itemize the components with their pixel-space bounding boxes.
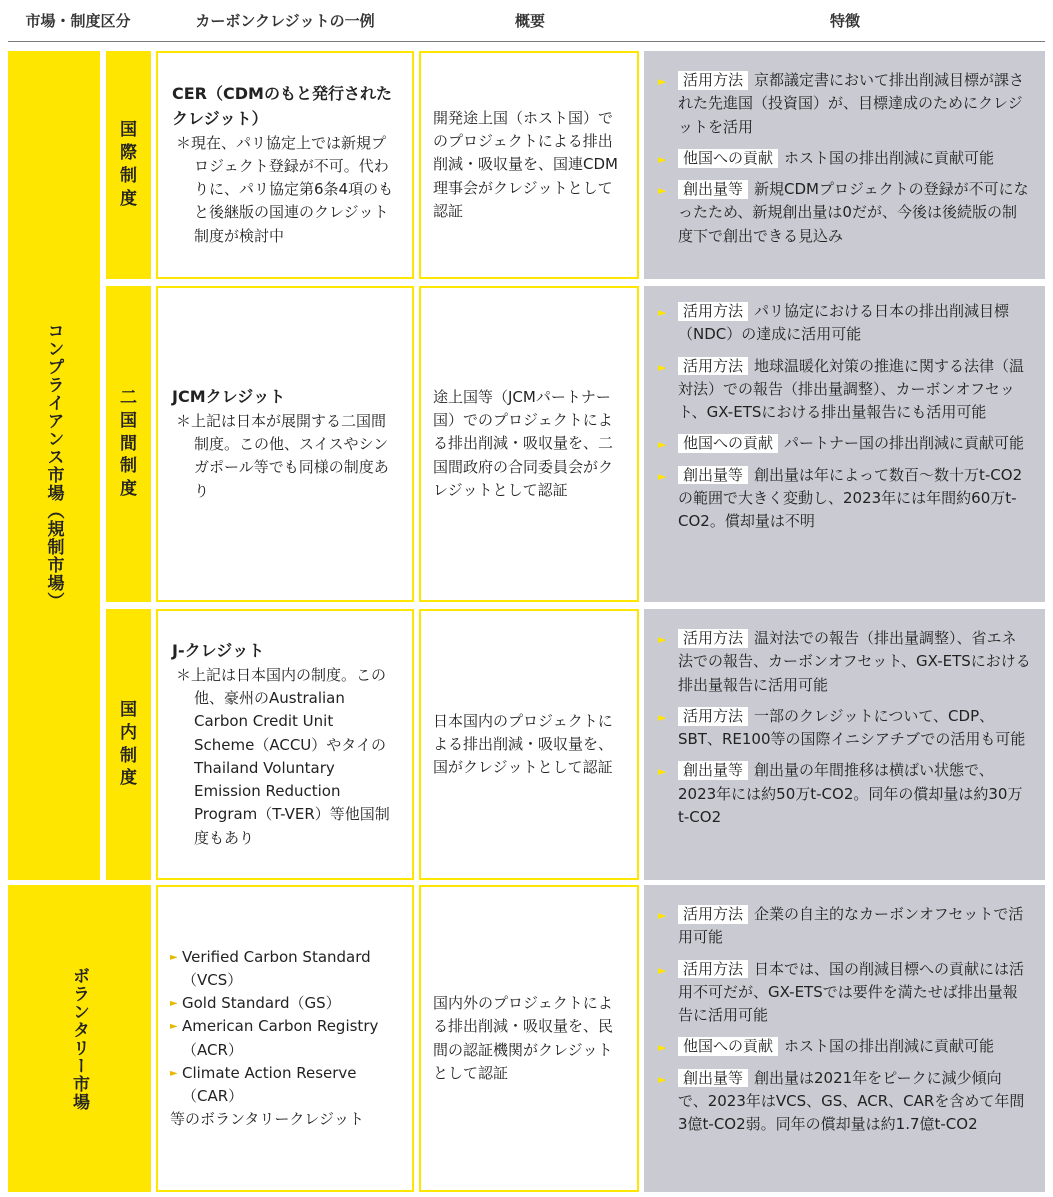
- jcm-example-cell: [156, 286, 414, 602]
- jcredit-features-cell: [644, 609, 1045, 880]
- jcredit-example-cell: [156, 609, 414, 880]
- feature-tag: 活用方法: [678, 707, 748, 726]
- voluntary-market-label: ボランタリー市場: [69, 966, 89, 1111]
- feature-item: [658, 355, 1031, 425]
- cer-example-cell: [156, 51, 414, 279]
- arrow-icon: ►: [658, 184, 667, 197]
- feature-item: [658, 178, 1031, 248]
- header-example: カーボンクレジットの一例: [195, 12, 375, 30]
- cer-features-cell: [644, 51, 1045, 279]
- arrow-icon: ►: [170, 951, 178, 963]
- feature-tag: 活用方法: [678, 302, 748, 321]
- arrow-icon: ►: [658, 1072, 667, 1086]
- arrow-icon: ►: [658, 152, 667, 166]
- jcm-summary: 途上国等（JCMパートナー国）でのプロジェクトによる排出削減・吸収量を、二国間政府の合同委員会がクレジットとして認証: [433, 387, 614, 499]
- compliance-market-label: コンプライアンス市場（規制市場）: [43, 321, 64, 610]
- feature-item: [658, 1035, 1031, 1058]
- compliance-market-bar: [8, 51, 100, 880]
- header-market: 市場・制度区分: [25, 12, 131, 30]
- arrow-icon: ►: [658, 909, 667, 922]
- feature-tag: 創出量等: [678, 180, 748, 199]
- feature-tag: 創出量等: [678, 761, 748, 780]
- feature-text: ホスト国の排出削減に貢献可能: [784, 1037, 995, 1056]
- feature-tag: 創出量等: [678, 466, 748, 485]
- arrow-icon: ►: [658, 360, 667, 374]
- feature-item: [658, 759, 1031, 829]
- arrow-icon: ►: [658, 1041, 667, 1055]
- domestic-system-label: 国内制度: [120, 699, 137, 789]
- feature-tag: 創出量等: [678, 1069, 748, 1088]
- jcredit-note: ＊上記は日本国内の制度。この他、豪州のAustralian Carbon Credit Unit Scheme（ACCU）やタイのThailand Voluntary Emission Reduction Program（T-VER）等他国制度もあり: [176, 665, 390, 847]
- arrow-icon: ►: [658, 469, 667, 483]
- header-divider: [8, 41, 1045, 42]
- jcredit-summary: 日本国内のプロジェクトによる排出削減・吸収量を、国がクレジットとして認証: [433, 711, 614, 777]
- feature-tag: 活用方法: [678, 629, 748, 648]
- feature-item: [658, 627, 1031, 697]
- feature-item: [658, 69, 1031, 139]
- feature-text: 創出量は年によって数百～数十万t-CO2の範囲で大きく変動し、2023年には年間約60万t-CO2。償却量は不明: [678, 465, 1023, 530]
- feature-text: 新規CDMプロジェクトの登録が不可になったため、新規創出量は0だが、今後は後続版の制度下で創出できる見込み: [678, 180, 1029, 245]
- domestic-system-bar: [106, 609, 151, 880]
- feature-text: 企業の自主的なカーボンオフセットで活用可能: [678, 905, 1024, 947]
- feature-tag: 他国への貢献: [678, 1037, 778, 1056]
- intl-system-bar: [106, 51, 151, 279]
- feature-item: [658, 958, 1031, 1028]
- arrow-icon: ►: [658, 75, 667, 88]
- jcm-summary-cell: [419, 286, 639, 602]
- arrow-icon: ►: [658, 710, 667, 724]
- feature-item: [658, 705, 1031, 752]
- intl-system-label: 国際制度: [120, 120, 137, 209]
- cer-summary: 開発途上国（ホスト国）でのプロジェクトによる排出削減・吸収量を、国連CDM理事会がクレジットとして認証: [433, 108, 618, 220]
- cer-summary-cell: [419, 51, 639, 279]
- arrow-icon: ►: [658, 963, 667, 977]
- arrow-icon: ►: [170, 1067, 178, 1079]
- feature-item: [658, 903, 1031, 950]
- arrow-icon: ►: [658, 765, 667, 779]
- voluntary-example-cell: [156, 885, 414, 1192]
- voluntary-summary-cell: [419, 885, 639, 1192]
- feature-text: 創出量の年間推移は横ばい状態で、2023年には約50万t-CO2。同年の償却量は約30万t-CO2: [678, 761, 1023, 826]
- cer-title: CER（CDMのもと発行されたクレジット）: [172, 84, 392, 128]
- header-summary: 概要: [514, 12, 545, 30]
- feature-text: 日本では、国の削減目標への貢献には活用不可だが、GX-ETSでは要件を満たせば排出量報告に活用可能: [678, 959, 1025, 1024]
- feature-text: パリ協定における日本の排出削減目標（NDC）の達成に活用可能: [678, 302, 1010, 344]
- voluntary-item: ► Climate Action Reserve（CAR）: [170, 1063, 357, 1105]
- voluntary-tail: 等のボランタリークレジット: [170, 1110, 365, 1129]
- feature-text: 京都議定書において排出削減目標が課された先進国（投資国）が、目標達成のためにクレジットを活用: [678, 71, 1025, 136]
- voluntary-market-bar: [8, 885, 151, 1192]
- arrow-icon: ►: [658, 438, 667, 452]
- arrow-icon: ►: [658, 633, 667, 646]
- feature-item: [658, 432, 1031, 455]
- feature-text: ホスト国の排出削減に貢献可能: [784, 148, 995, 167]
- jcm-title: JCMクレジット: [172, 387, 286, 407]
- feature-text: 一部のクレジットについて、CDP、SBT、RE100等の国際イニシアチブでの活用も可能: [678, 706, 1026, 748]
- feature-tag: 活用方法: [678, 960, 748, 979]
- header-features: 特徴: [829, 12, 860, 30]
- voluntary-item: ► American Carbon Registry（ACR）: [170, 1017, 379, 1059]
- cer-note: ＊現在、パリ協定上では新規プロジェクト登録が不可。代わりに、パリ協定第6条4項のもと後継版の国連のクレジット制度が検討中: [176, 133, 394, 245]
- feature-item: [658, 147, 1031, 170]
- feature-text: 地球温暖化対策の推進に関する法律（温対法）での報告（排出量調整）、カーボンオフセット、GX-ETSにおける排出量報告にも活用可能: [678, 356, 1025, 421]
- jcredit-summary-cell: [419, 609, 639, 880]
- jcm-features-cell: [644, 286, 1045, 602]
- feature-item: [658, 1067, 1031, 1137]
- feature-text: 温対法での報告（排出量調整）、省エネ法での報告、カーボンオフセット、GX-ETSにおける排出量報告に活用可能: [678, 629, 1031, 694]
- voluntary-features-cell: [644, 885, 1045, 1192]
- feature-item: [658, 464, 1031, 534]
- feature-text: パートナー国の排出削減に貢献可能: [784, 434, 1025, 453]
- voluntary-summary: 国内外のプロジェクトによる排出削減・吸収量を、民間の認証機関がクレジットとして認証: [433, 994, 614, 1082]
- jcm-note: ＊上記は日本が展開する二国間制度。この他、スイスやシンガポール等でも同様の制度あり: [176, 411, 389, 500]
- jcredit-title: J-クレジット: [172, 641, 265, 661]
- arrow-icon: ►: [170, 998, 178, 1009]
- feature-tag: 活用方法: [678, 71, 748, 90]
- bilateral-system-label: 二国間制度: [120, 387, 137, 500]
- voluntary-item: ► Gold Standard（GS）: [170, 994, 341, 1012]
- bilateral-system-bar: [106, 286, 151, 602]
- arrow-icon: ►: [170, 1021, 178, 1033]
- feature-tag: 活用方法: [678, 905, 748, 924]
- feature-tag: 他国への貢献: [678, 149, 778, 168]
- feature-text: 創出量は2021年をピークに減少傾向で、2023年はVCS、GS、ACR、CARを含めて年間3億t-CO2弱。同年の償却量は約1.7億t-CO2: [678, 1068, 1025, 1133]
- feature-tag: 活用方法: [678, 357, 748, 376]
- feature-tag: 他国への貢献: [678, 434, 778, 453]
- voluntary-item: ► Verified Carbon Standard（VCS）: [170, 947, 371, 989]
- arrow-icon: ►: [658, 306, 667, 319]
- feature-item: [658, 300, 1031, 347]
